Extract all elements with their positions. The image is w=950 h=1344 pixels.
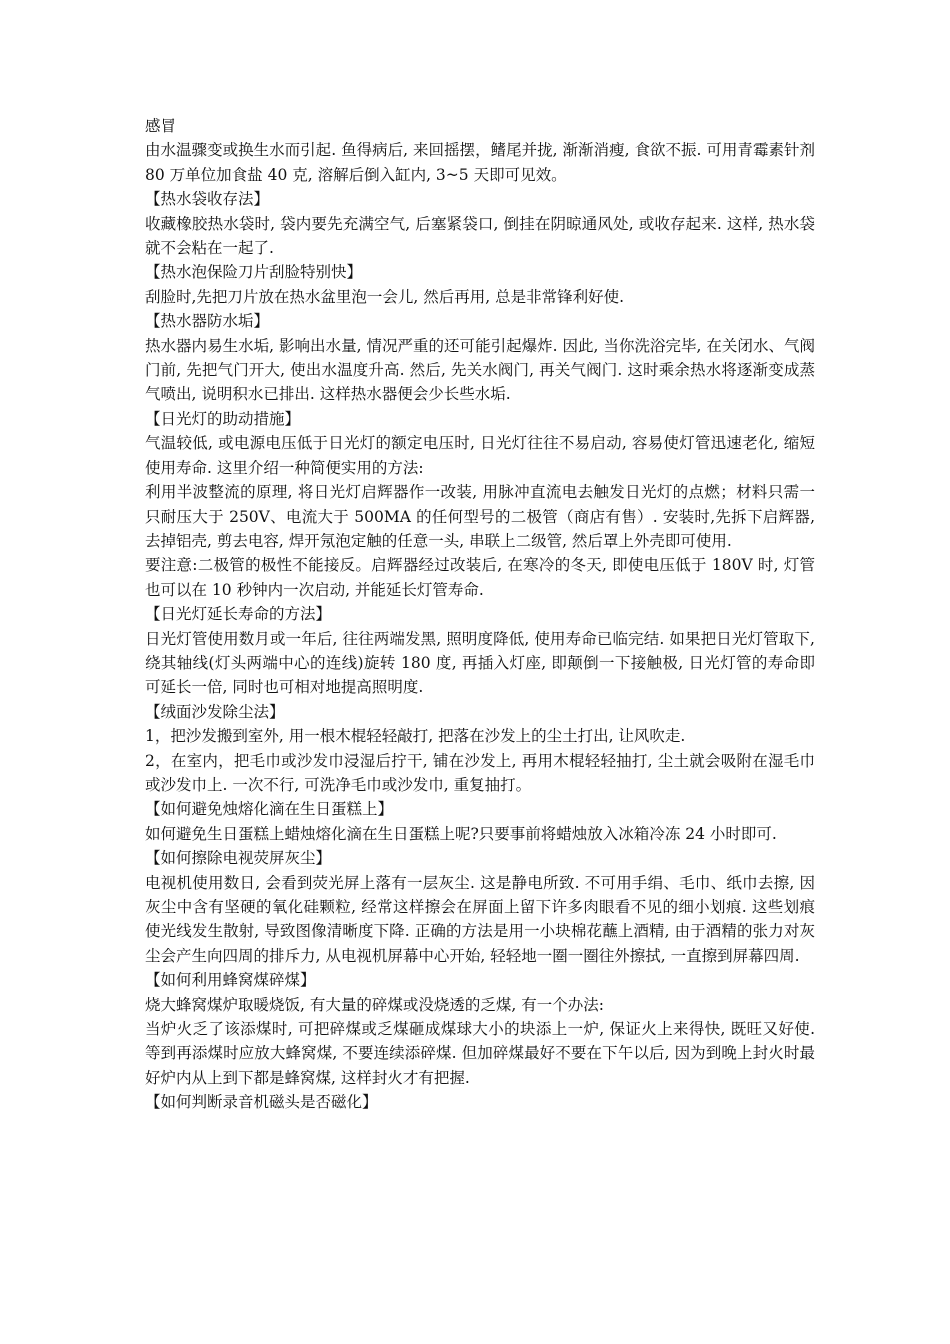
body-paragraph: 如何避免生日蛋糕上蜡烛熔化滴在生日蛋糕上呢?只要事前将蜡烛放入冰箱冷冻 24 小时即可. bbox=[145, 824, 777, 843]
section-heading: 【如何避免烛熔化滴在生日蛋糕上】 bbox=[145, 800, 394, 819]
section-heading: 【如何利用蜂窝煤碎煤】 bbox=[145, 971, 316, 990]
section-heading: 【如何判断录音机磁头是否磁化】 bbox=[145, 1093, 378, 1112]
body-paragraph: 1，把沙发搬到室外, 用一根木棍轻轻敲打, 把落在沙发上的尘土打出, 让风吹走. bbox=[145, 727, 686, 746]
body-paragraph: 利用半波整流的原理, 将日光灯启辉器作一改装, 用脉冲直流电去触发日光灯的点燃；材料只需一只耐压大于 250V、电流大于 500MA 的任何型号的二极管（商店有售）. 安装时,先拆下启辉器, 去掉铝壳, 剪去电容, 焊开氖泡定触的任意一头, 串联上二级管, 然后罩上外壳即可使用. bbox=[145, 483, 815, 550]
section-heading: 【日光灯延长寿命的方法】 bbox=[145, 605, 332, 624]
body-paragraph: 电视机使用数日, 会看到荧光屏上落有一层灰尘. 这是静电所致. 不可用手绢、毛巾、纸巾去擦, 因灰尘中含有坚硬的氧化硅颗粒, 经常这样擦会在屏面上留下许多肉眼看不见的细小划痕. 这些划痕使光线发生散射, 导致图像清晰度下降. 正确的方法是用一小块棉花蘸上酒精, 由于酒精的张力对灰尘会产生向四周的排斥力, 从电视机屏幕中心开始, 轻轻地一圈一圈往外擦拭, 一直擦到屏幕四周. bbox=[145, 873, 815, 965]
section-heading: 【如何擦除电视荧屏灰尘】 bbox=[145, 849, 332, 868]
body-paragraph: 由水温骤变或换生水而引起. 鱼得病后, 来回摇摆，鳍尾并拢, 渐渐消瘦, 食欲不振. 可用青霉素针剂 80 万单位加食盐 40 克, 溶解后倒入缸内, 3~5 天即可见效。 bbox=[145, 141, 815, 184]
section-heading: 感冒 bbox=[145, 117, 177, 135]
section-heading: 【热水器防水垢】 bbox=[145, 312, 270, 331]
body-paragraph: 2，在室内，把毛巾或沙发巾浸湿后拧干, 铺在沙发上, 再用木棍轻轻抽打, 尘土就会吸附在湿毛巾或沙发巾上. 一次不行, 可洗净毛巾或沙发巾, 重复抽打。 bbox=[145, 751, 815, 794]
body-paragraph: 当炉火乏了该添煤时, 可把碎煤或乏煤砸成煤球大小的块添上一炉, 保证火上来得快, 既旺又好使. 等到再添煤时应放大蜂窝煤, 不要连续添碎煤. 但加碎煤最好不要在下午以后, 因为到晚上封火时最好炉内从上到下都是蜂窝煤, 这样封火才有把握. bbox=[145, 1020, 815, 1087]
body-paragraph: 收藏橡胶热水袋时, 袋内要先充满空气, 后塞紧袋口, 倒挂在阴晾通风处, 或收存起来. 这样, 热水袋就不会粘在一起了. bbox=[145, 214, 815, 258]
body-paragraph: 热水器内易生水垢, 影响出水量, 情况严重的还可能引起爆炸. 因此, 当你洗浴完毕, 在关闭水、气阀门前, 先把气门开大, 使出水温度升高. 然后, 先关水阀门, 再关气阀门. 这时乘余热水将逐渐变成蒸气喷出, 说明积水已排出. 这样热水器便会少长些水垢. bbox=[145, 336, 815, 404]
body-paragraph: 烧大蜂窝煤炉取暖烧饭, 有大量的碎煤或没烧透的乏煤, 有一个办法: bbox=[145, 995, 604, 1014]
body-paragraph: 刮脸时,先把刀片放在热水盆里泡一会儿, 然后再用, 总是非常锋利好使. bbox=[145, 287, 625, 306]
section-heading: 【热水泡保险刀片刮脸特别快】 bbox=[145, 263, 363, 282]
section-heading: 【热水袋收存法】 bbox=[145, 190, 270, 209]
section-heading: 【日光灯的助动措施】 bbox=[145, 409, 301, 428]
document-body bbox=[145, 114, 815, 1115]
body-paragraph: 日光灯管使用数月或一年后, 往往两端发黑, 照明度降低, 使用寿命已临完结. 如果把日光灯管取下, 绕其轴线(灯头两端中心的连线)旋转 180 度, 再插入灯座, 即颠倒一下接触极, 日光灯管的寿命即可延长一倍, 同时也可相对地提高照明度. bbox=[145, 629, 815, 697]
section-heading: 【绒面沙发除尘法】 bbox=[145, 702, 285, 721]
body-paragraph: 要注意:二极管的极性不能接反。启辉器经过改装后, 在寒冷的冬天, 即使电压低于 180V 时, 灯管也可以在 10 秒钟内一次启动, 并能延长灯管寿命. bbox=[145, 556, 815, 599]
body-paragraph: 气温较低, 或电源电压低于日光灯的额定电压时, 日光灯往往不易启动, 容易使灯管迅速老化, 缩短使用寿命. 这里介绍一种简便实用的方法: bbox=[145, 434, 815, 477]
